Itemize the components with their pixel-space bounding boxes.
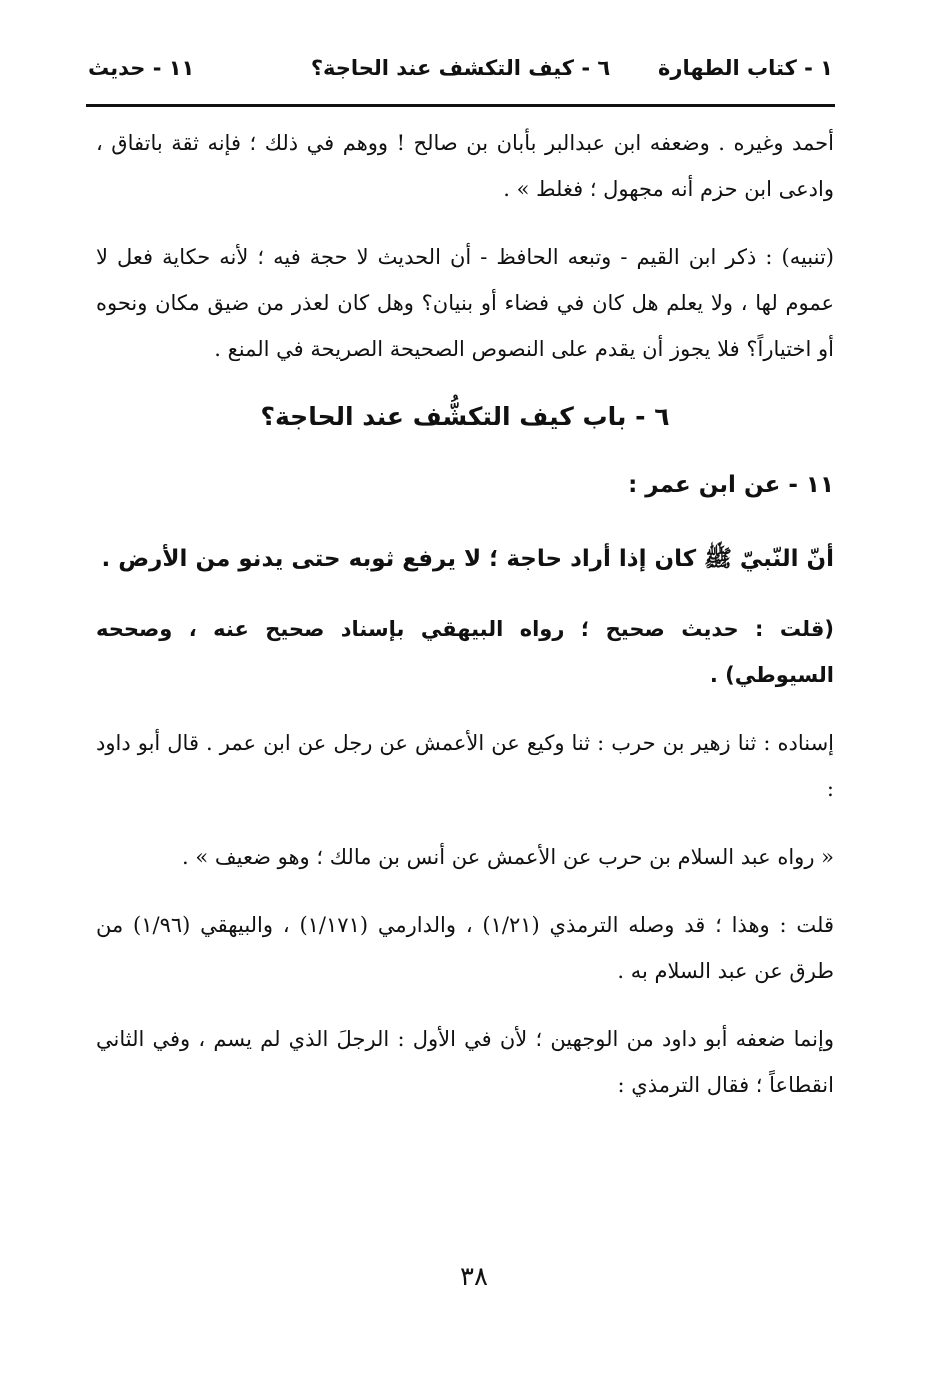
paragraph-note: (تنبيه) : ذكر ابن القيم - وتبعه الحافظ - أن الحديث لا حجة فيه ؛ لأنه حكاية فعل لا عموم لها ، ولا يعلم هل كان في فضاء أو بنيان؟ وهل كان لعذر من ضيق مكان ونحوه أو اختياراً؟ فلا يجوز أن يقدم على النصوص الصحيحة الصريحة في المنع . bbox=[96, 245, 834, 361]
chapter-heading: ٦ - باب كيف التكشُّف عند الحاجة؟ bbox=[260, 402, 670, 431]
hadith-text: أنّ النّبيّ ﷺ كان إذا أراد حاجة ؛ لا يرفع ثوبه حتى يدنو من الأرض . bbox=[101, 546, 834, 572]
header-chapter-title: ٦ - كيف التكشف عند الحاجة؟ bbox=[310, 56, 611, 80]
header-book-title: ١ - كتاب الطهارة bbox=[657, 56, 833, 80]
paragraph-explanation: وإنما ضعفه أبو داود من الوجهين ؛ لأن في الأول : الرجلَ الذي لم يسم ، وفي الثاني انقطاعاً ؛ فقال الترمذي : bbox=[96, 1027, 834, 1097]
header-rule bbox=[86, 104, 835, 107]
header-hadith-number: ١١ - حديث bbox=[88, 56, 195, 80]
paragraph-isnad: إسناده : ثنا زهير بن حرب : ثنا وكيع عن الأعمش عن رجل عن ابن عمر . قال أبو داود : bbox=[96, 731, 834, 801]
paragraph-references: قلت : وهذا ؛ قد وصله الترمذي (١/٢١) ، والدارمي (١/١٧١) ، والبيهقي (١/٩٦) من طرق عن عبد السلام به . bbox=[96, 913, 834, 983]
running-header bbox=[88, 56, 833, 96]
hadith-number-line: ١١ - عن ابن عمر : bbox=[628, 472, 834, 498]
page-number: ٣٨ bbox=[460, 1262, 488, 1292]
paragraph-continuation: أحمد وغيره . وضعفه ابن عبدالبر بأبان بن صالح ! ووهم في ذلك ؛ فإنه ثقة باتفاق ، وادعى ابن حزم أنه مجهول ؛ فغلط » . bbox=[96, 131, 834, 201]
hadith-verdict: (قلت : حديث صحيح ؛ رواه البيهقي بإسناد صحيح عنه ، وصححه السيوطي) . bbox=[96, 617, 834, 687]
paragraph-quote: « رواه عبد السلام بن حرب عن الأعمش عن أنس بن مالك ؛ وهو ضعيف » . bbox=[182, 845, 834, 869]
page-body bbox=[96, 120, 834, 1130]
